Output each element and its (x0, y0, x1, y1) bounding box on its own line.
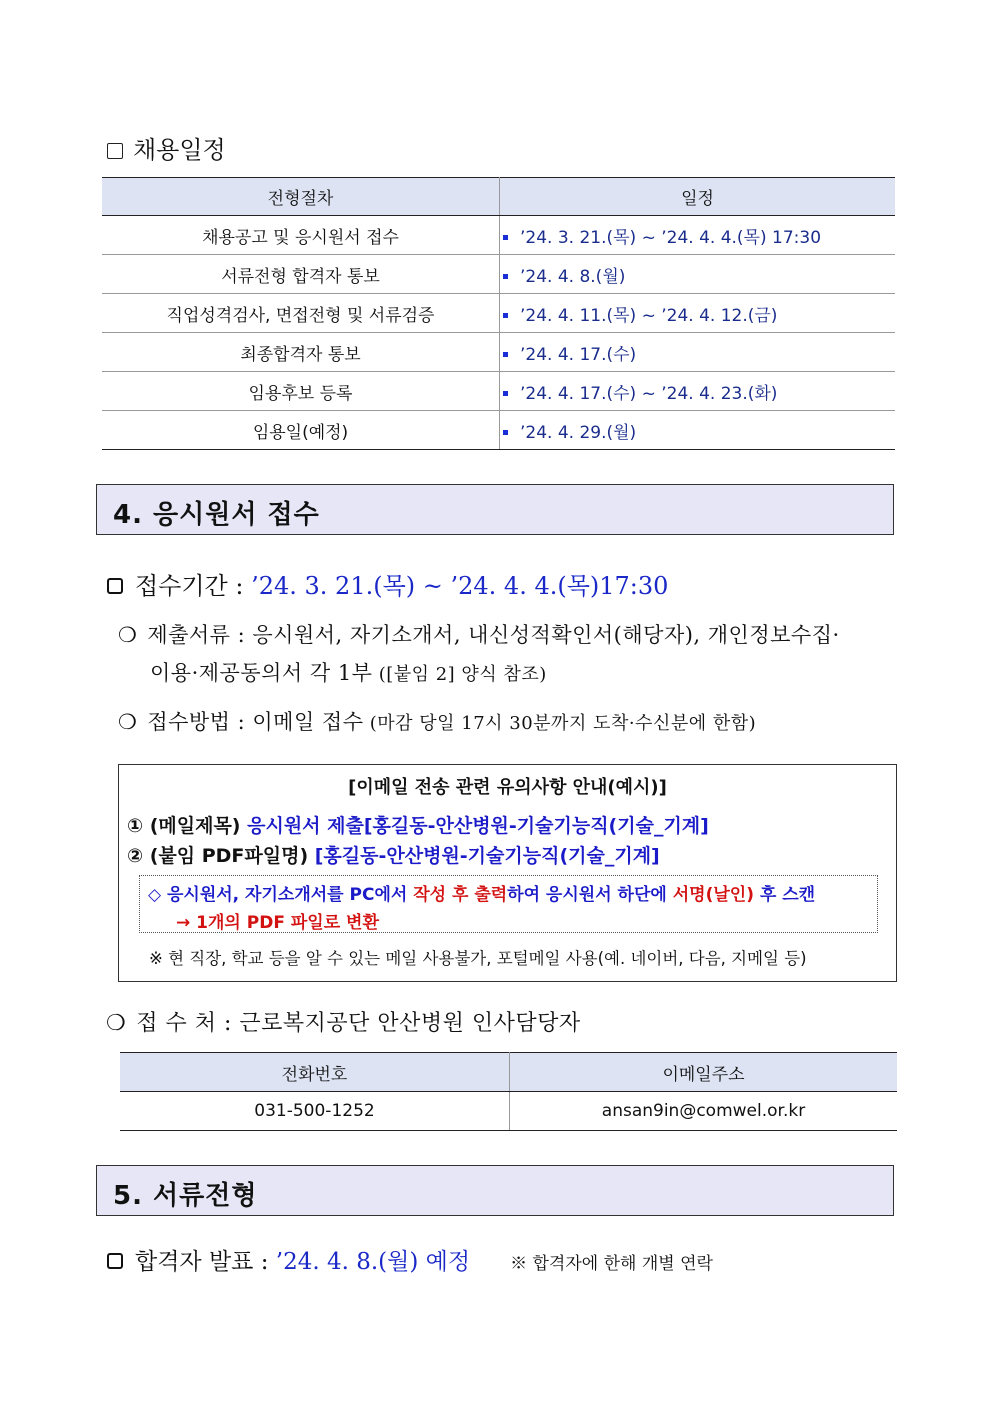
bullet-icon (503, 274, 508, 279)
documents-line-1: ❍ 제출서류 : 응시원서, 자기소개서, 내신성적확인서(해당자), 개인정보수집· (118, 623, 840, 647)
column-header-email: 이메일주소 (510, 1053, 898, 1092)
attachment-name-rule: ② (붙임 PDF파일명) [홍길동-안산병원-기술기능직(기술_기계] (127, 845, 660, 867)
submission-method: ❍ 접수방법 : 이메일 접수 (마감 당일 17시 30분까지 도착·수신분에 한함) (118, 710, 757, 734)
section-5-title: 5. 서류전형 (113, 1181, 258, 1211)
scan-instruction-line-1: ◇ 응시원서, 자기소개서를 PC에서 작성 후 출력하여 응시원서 하단에 서명(날인) 후 스캔 (148, 885, 816, 905)
date-cell: ’24. 4. 17.(수) (500, 333, 896, 372)
scan-instruction-line-2: → 1개의 PDF 파일로 변환 (176, 913, 379, 933)
step-cell: 최종합격자 통보 (102, 333, 500, 372)
table-row (102, 411, 895, 450)
notice-title: [이메일 전송 관련 유의사항 안내(예시)] (348, 777, 667, 798)
circle-bullet-icon: ❍ (118, 710, 138, 734)
bullet-icon (503, 352, 508, 357)
table-header-row (120, 1053, 897, 1092)
date-cell: ’24. 3. 21.(목) ~ ’24. 4. 4.(목) 17:30 (500, 216, 896, 255)
section-4-header (96, 484, 894, 535)
result-announcement: 합격자 발표 : ’24. 4. 8.(월) 예정 ※ 합격자에 한해 개별 연락 (107, 1243, 713, 1276)
date-cell: ’24. 4. 11.(목) ~ ’24. 4. 12.(금) (500, 294, 896, 333)
phone-cell: 031-500-1252 (120, 1092, 510, 1131)
table-row (102, 294, 895, 333)
step-cell: 채용공고 및 응시원서 접수 (102, 216, 500, 255)
step-cell: 임용일(예정) (102, 411, 500, 450)
schedule-heading: 채용일정 (107, 130, 226, 165)
table-row (102, 216, 895, 255)
bullet-icon (503, 430, 508, 435)
receiver-line: ❍ 접 수 처 : 근로복지공단 안산병원 인사담당자 (106, 1011, 581, 1036)
bullet-icon (503, 235, 508, 240)
square-bullet-icon (107, 1253, 123, 1269)
step-cell: 서류전형 합격자 통보 (102, 255, 500, 294)
table-row (102, 372, 895, 411)
square-bullet-icon (107, 578, 123, 594)
mail-restriction-note: ※ 현 직장, 학교 등을 알 수 있는 메일 사용불가, 포털메일 사용(예. 네이버, 다음, 지메일 등) (149, 949, 807, 968)
bullet-icon (503, 391, 508, 396)
step-cell: 직업성격검사, 면접전형 및 서류검증 (102, 294, 500, 333)
email-notice-box (118, 764, 897, 982)
scan-instruction-box (139, 875, 878, 933)
email-cell: ansan9in@comwel.or.kr (510, 1092, 898, 1131)
bullet-icon (503, 313, 508, 318)
announcement-date: ’24. 4. 8.(월) 예정 (275, 1249, 471, 1275)
step-cell: 임용후보 등록 (102, 372, 500, 411)
contact-table (120, 1052, 897, 1131)
table-row (102, 333, 895, 372)
period-value: ’24. 3. 21.(목) ~ ’24. 4. 4.(목)17:30 (251, 572, 669, 600)
circle-bullet-icon: ❍ (118, 623, 138, 647)
section-4-title: 4. 응시원서 접수 (113, 500, 320, 530)
date-cell: ’24. 4. 29.(월) (500, 411, 896, 450)
circle-bullet-icon: ❍ (106, 1011, 127, 1036)
documents-line-2: 이용·제공동의서 각 1부 ([붙임 2] 양식 참조) (150, 661, 547, 685)
table-row (102, 255, 895, 294)
announcement-note: ※ 합격자에 한해 개별 연락 (510, 1254, 713, 1274)
column-header-date: 일정 (500, 178, 896, 216)
table-header-row (102, 178, 895, 216)
column-header-step: 전형절차 (102, 178, 500, 216)
application-period: 접수기간 : ’24. 3. 21.(목) ~ ’24. 4. 4.(목)17:30 (107, 566, 668, 601)
section-5-header (96, 1165, 894, 1216)
column-header-phone: 전화번호 (120, 1053, 510, 1092)
table-row (120, 1092, 897, 1131)
date-cell: ’24. 4. 17.(수) ~ ’24. 4. 23.(화) (500, 372, 896, 411)
schedule-table (102, 177, 895, 450)
date-cell: ’24. 4. 8.(월) (500, 255, 896, 294)
mail-subject-rule: ① (메일제목) 응시원서 제출[홍길동-안산병원-기술기능직(기술_기계] (127, 815, 709, 837)
square-bullet-icon (107, 143, 123, 159)
